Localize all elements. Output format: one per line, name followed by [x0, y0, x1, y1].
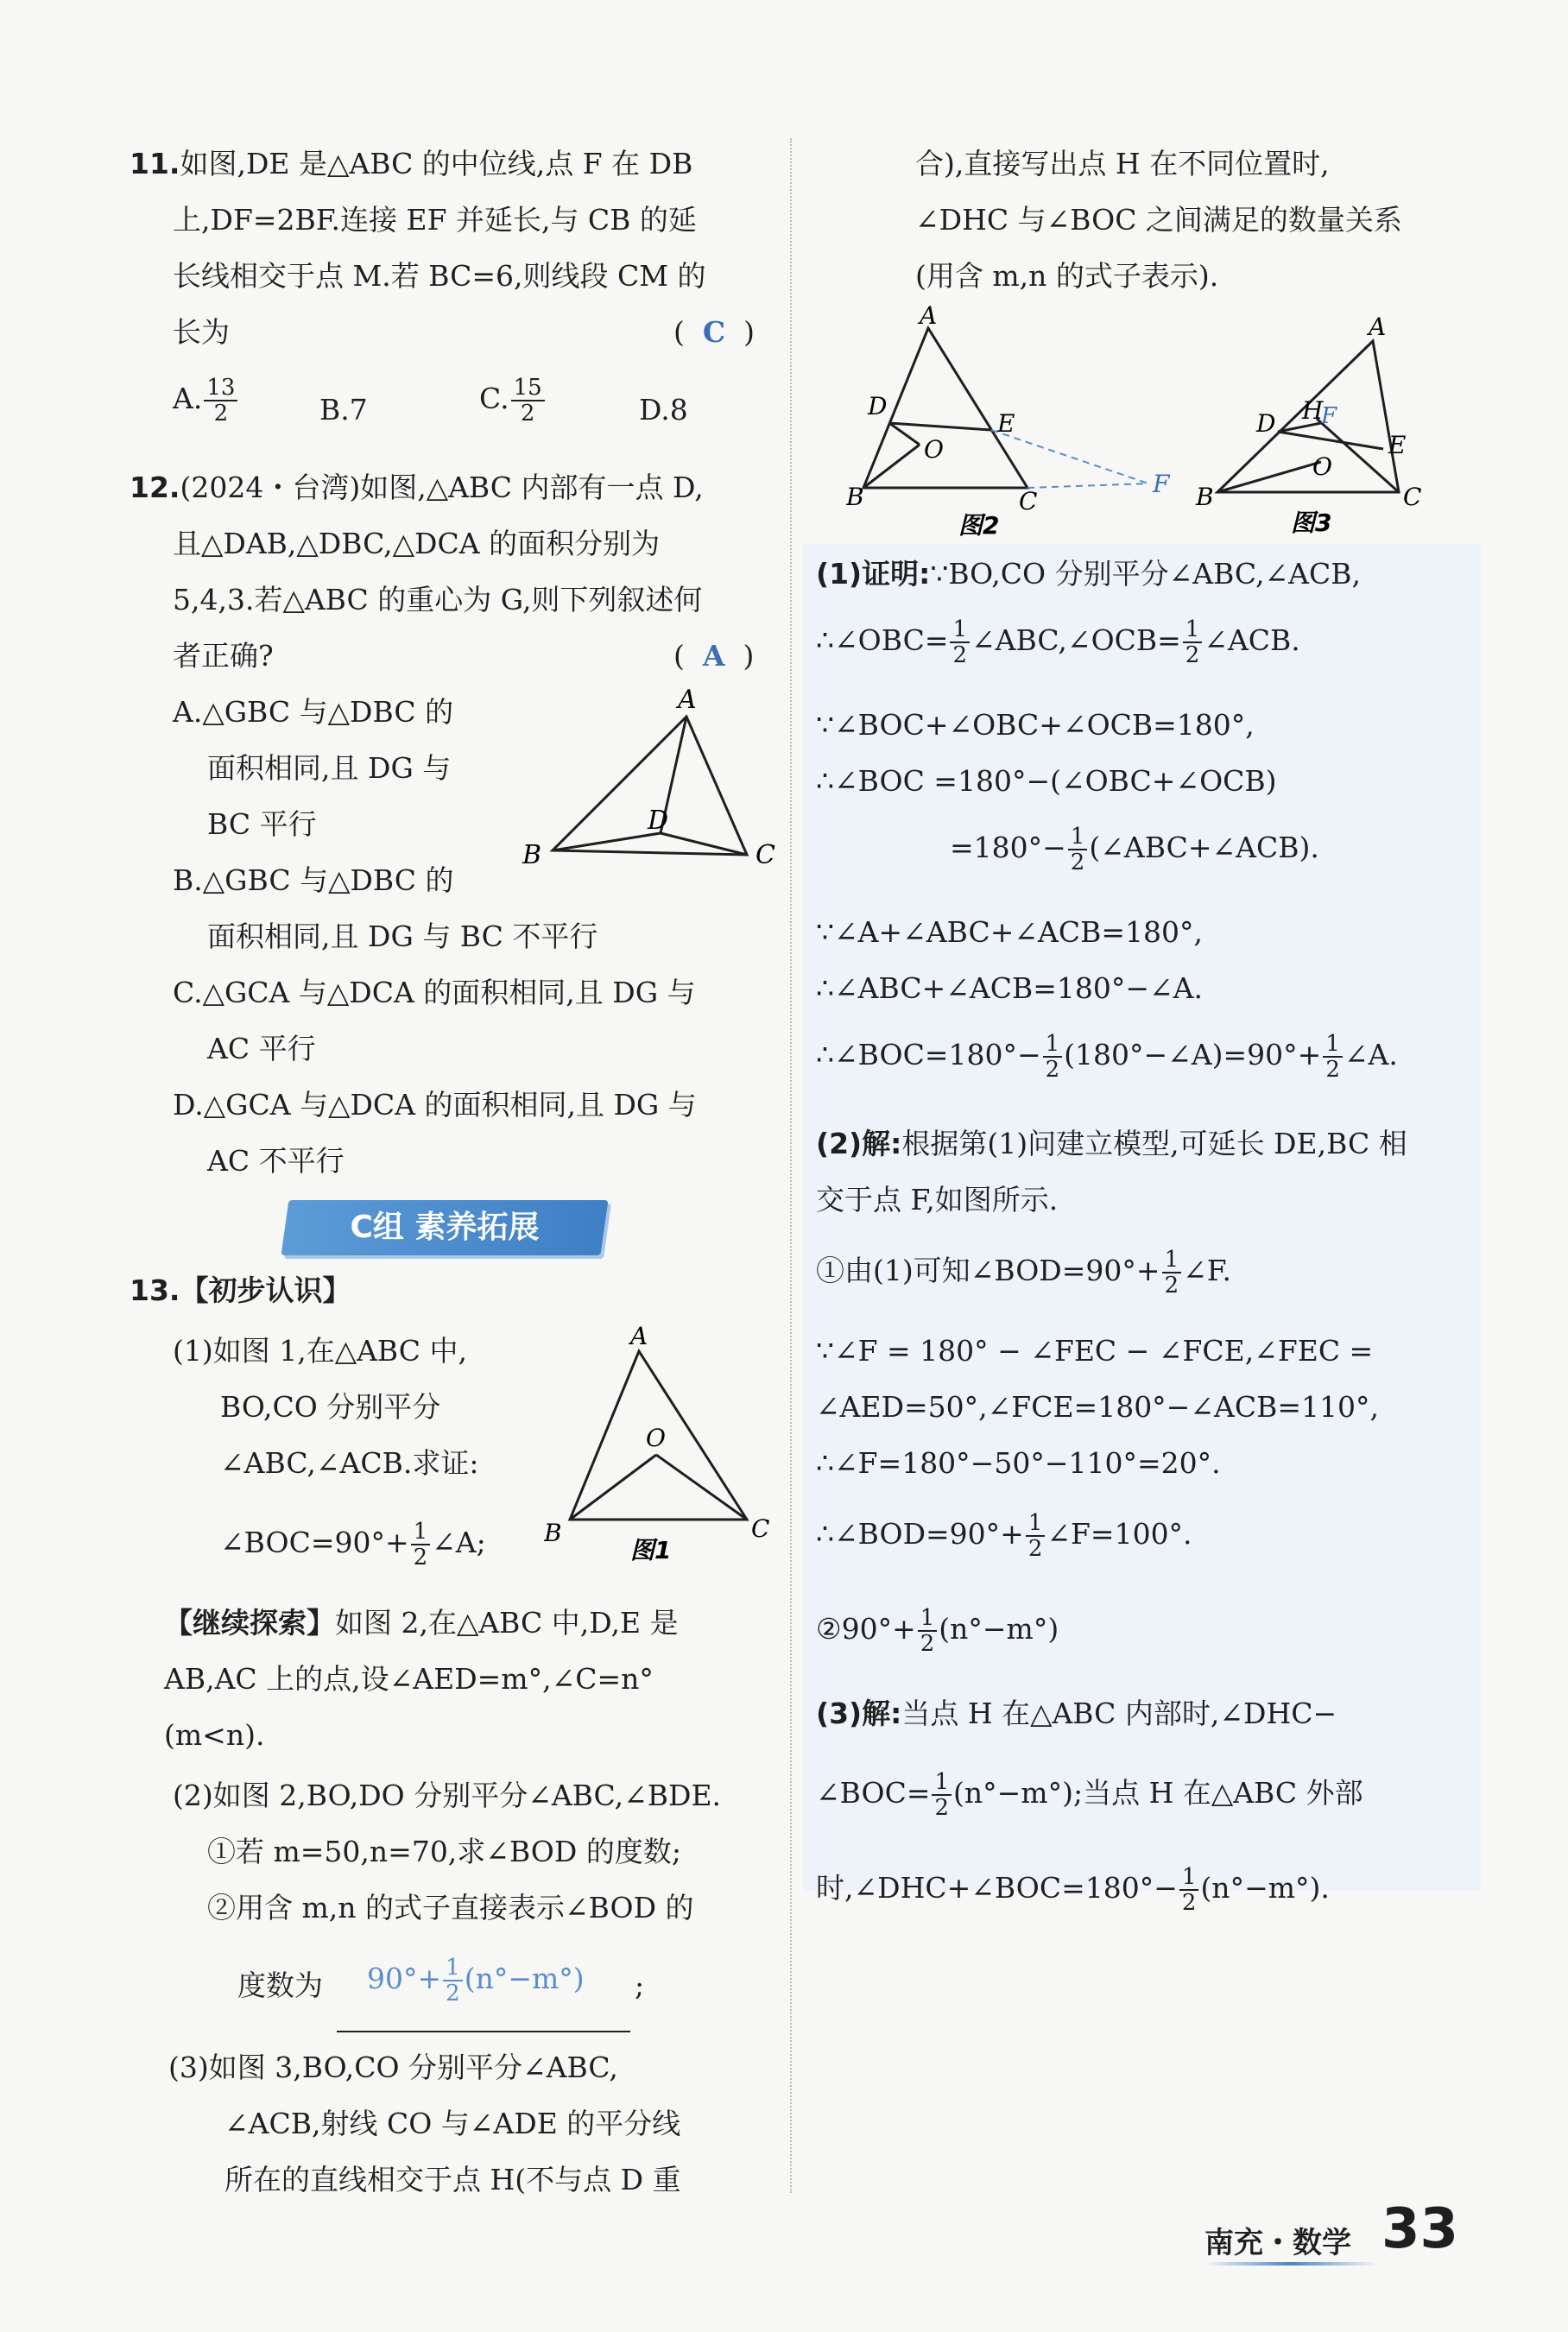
q11-option-c-fraction: [511, 376, 545, 426]
q13-p3-line3: 所在的直线相交于点 H(不与点 D 重: [224, 2163, 681, 2196]
q13-p2-answer-a: 90°+: [367, 1962, 442, 1995]
footer-label: 南充・数学: [1204, 2226, 1351, 2260]
q13-p1-line4-b: ∠A;: [432, 1526, 486, 1559]
sol2-l7-num: 1: [1026, 1511, 1046, 1537]
sol3-l2-frac: [932, 1770, 952, 1820]
sol3-l3-frac: [1179, 1865, 1199, 1915]
q13-number: 13.: [130, 1273, 180, 1307]
sol3-line3: [816, 1865, 1330, 1915]
fig2-label-f: F: [1153, 470, 1170, 498]
sol2-l7-frac: [1026, 1511, 1046, 1561]
sol2-line4: ∵∠F = 180° − ∠FEC − ∠FCE,∠FEC =: [816, 1334, 1374, 1368]
fig3-caption: 图3: [1291, 509, 1332, 537]
fig1-label-c: C: [751, 1514, 770, 1543]
fig3-seg-de: [1278, 432, 1383, 449]
q12-option-c-line1: C.△GCA 与△DCA 的面积相同,且 DG 与: [173, 976, 696, 1009]
q11-option-a-prefix: A.: [173, 382, 203, 415]
q13-explore-line2: AB,AC 上的点,设∠AED=m°,∠C=n°: [164, 1662, 654, 1696]
sol1-l5-den: 2: [1070, 850, 1085, 875]
q13-figure1: [544, 1325, 777, 1567]
q12-option-d-line2: AC 不平行: [207, 1144, 345, 1178]
q13-p1-line4-a: ∠BOC=90°+: [220, 1526, 409, 1559]
q11-option-a-num: 13: [204, 376, 237, 401]
q11-option-d: D.8: [639, 393, 688, 427]
q12-paren-close: ): [743, 639, 755, 673]
sol1-line5: [950, 825, 1319, 875]
q12-label-c: C: [756, 840, 775, 870]
page-number: 33: [1381, 2197, 1459, 2261]
sol1-l8-f1-num: 1: [1043, 1032, 1063, 1058]
sol1-l5b: (∠ABC+∠ACB).: [1089, 831, 1319, 864]
sol1-heading: (1)证明:: [816, 557, 931, 591]
q13-p3-right-line2: ∠DHC 与∠BOC 之间满足的数量关系: [915, 203, 1402, 237]
fig2-label-e: E: [997, 409, 1015, 438]
q13-p1-line3: ∠ABC,∠ACB.求证:: [220, 1446, 479, 1480]
sol1-l2-f2-num: 1: [1183, 617, 1203, 643]
q12-option-a-line2: 面积相同,且 DG 与: [207, 751, 452, 785]
sol2-l8-den: 2: [920, 1631, 935, 1657]
q13-p1-fraction: [411, 1520, 431, 1570]
q11-option-a-den: 2: [213, 401, 229, 427]
fig3-label-f: F: [1321, 403, 1337, 429]
fig2-label-b: B: [846, 483, 864, 511]
q13-figure3: [1192, 311, 1476, 544]
q13-p2-line3: ②用含 m,n 的式子直接表示∠BOD 的: [207, 1891, 694, 1924]
q12-line1: [130, 471, 704, 505]
q12-paren-open: (: [673, 639, 685, 673]
sol1-line4: ∴∠BOC =180°−(∠OBC+∠OCB): [816, 764, 1277, 798]
section-banner: C组 素养拓展: [350, 1210, 540, 1245]
q13-p2-line1: (2)如图 2,BO,DO 分别平分∠ABC,∠BDE.: [173, 1779, 722, 1812]
q13-p2-answer-fraction: [443, 1956, 463, 2006]
sol1-l8-f2-num: 1: [1323, 1032, 1343, 1058]
fig2-label-d: D: [868, 392, 888, 420]
fig2-ext-ef: [991, 430, 1148, 483]
sol3-line1: [816, 1697, 1337, 1731]
sol1-line1: [816, 557, 1361, 591]
q13-p1-frac-num: 1: [411, 1520, 431, 1545]
q12-option-a-line1: A.△GBC 与△DBC 的: [173, 695, 454, 729]
sol2-l8-num: 1: [918, 1606, 938, 1632]
sol3-l3a: 时,∠DHC+∠BOC=180°−: [816, 1871, 1178, 1905]
sol3-l2b: (n°−m°);当点 H 在△ABC 外部: [953, 1776, 1363, 1810]
q12-line4: 者正确?: [173, 639, 274, 673]
fig3-label-o: O: [1312, 452, 1332, 481]
fig1-label-a: A: [630, 1325, 648, 1350]
q11-line3: 长线相交于点 M.若 BC=6,则线段 CM 的: [173, 259, 706, 293]
q13-p3-right-line3: (用含 m,n 的式子表示).: [915, 259, 1219, 293]
fig2-label-o: O: [924, 435, 944, 464]
sol3-l3b: (n°−m°).: [1200, 1871, 1330, 1905]
sol3-l3-den: 2: [1181, 1890, 1197, 1916]
q13-figure2: [846, 302, 1209, 544]
sol1-l8c: ∠A.: [1344, 1038, 1398, 1071]
fig1-label-o: O: [646, 1424, 666, 1452]
sol1-line2: [816, 617, 1300, 667]
sol1-l8-f2-den: 2: [1325, 1057, 1340, 1083]
q11-option-b: B.7: [319, 393, 368, 427]
q11-answer-bracket: [673, 315, 755, 350]
q12-option-c-line2: AC 平行: [207, 1032, 316, 1065]
fig3-label-c: C: [1403, 483, 1422, 511]
sol2-l7a: ∴∠BOD=90°+: [816, 1517, 1024, 1551]
q13-p2-answer-b: (n°−m°): [464, 1962, 585, 1995]
sol1-l2c: ∠ACB.: [1204, 623, 1300, 657]
q11-option-a-fraction: [204, 376, 237, 426]
q11-line1: [130, 147, 692, 181]
q13-explore-heading: 【继续探索】: [164, 1606, 335, 1640]
q13-p3-line1: (3)如图 3,BO,CO 分别平分∠ABC,: [168, 2051, 618, 2084]
sol1-l2-f2-den: 2: [1185, 642, 1200, 668]
sol2-line6: ∴∠F=180°−50°−110°=20°.: [816, 1446, 1221, 1480]
q13-p1-frac-den: 2: [413, 1545, 428, 1570]
fig1-seg-co: [656, 1455, 747, 1520]
sol2-l8a: ②90°+: [816, 1612, 916, 1646]
q13-p1-line1: (1)如图 1,在△ABC 中,: [173, 1334, 468, 1368]
q11-paren-open: (: [673, 315, 685, 349]
sol1-l8-frac2: [1323, 1032, 1343, 1082]
sol3-l2-den: 2: [934, 1795, 950, 1821]
sol3-text1: 当点 H 在△ABC 内部时,∠DHC−: [901, 1697, 1337, 1730]
q11-paren-close: ): [743, 315, 755, 349]
sol1-text1: ∵BO,CO 分别平分∠ABC,∠ACB,: [930, 557, 1361, 591]
q13-p3-line2: ∠ACB,射线 CO 与∠ADE 的平分线: [224, 2107, 681, 2140]
q11-number: 11.: [130, 147, 180, 180]
column-divider: [790, 138, 792, 2193]
fig3-label-e: E: [1388, 431, 1407, 459]
q13-p2-answer: [367, 1956, 585, 2006]
solution-background: [803, 544, 1481, 1891]
sol3-l3-num: 1: [1179, 1865, 1199, 1891]
sol3-line2: [816, 1770, 1363, 1820]
sol2-l3b: ∠F.: [1183, 1254, 1232, 1287]
sol1-l8-f1-den: 2: [1045, 1057, 1060, 1083]
sol2-line1: [816, 1127, 1407, 1161]
sol3-l2-num: 1: [932, 1770, 952, 1796]
sol1-l8a: ∴∠BOC=180°−: [816, 1038, 1041, 1071]
sol2-line5: ∠AED=50°,∠FCE=180°−∠ACB=110°,: [816, 1390, 1379, 1424]
sol2-line7: [816, 1511, 1192, 1561]
q12-line2: 且△DAB,△DBC,△DCA 的面积分别为: [173, 527, 661, 560]
q12-label-a: A: [678, 685, 697, 715]
sol3-l2a: ∠BOC=: [816, 1776, 931, 1810]
sol1-l8-frac1: [1043, 1032, 1063, 1082]
sol2-line3: [816, 1248, 1231, 1298]
sol2-l8-frac: [918, 1606, 938, 1656]
q13-answer-blank: [337, 2031, 630, 2032]
sol2-l3-num: 1: [1162, 1248, 1182, 1273]
q12-answer-bracket: [673, 639, 754, 673]
sol2-l3-frac: [1162, 1248, 1182, 1298]
q12-label-d: D: [648, 806, 669, 836]
q12-line3: 5,4,3.若△ABC 的重心为 G,则下列叙述何: [173, 583, 703, 616]
q12-text1: (2024・台湾)如图,△ABC 内部有一点 D,: [180, 471, 704, 504]
sol1-line3: ∵∠BOC+∠OBC+∠OCB=180°,: [816, 708, 1255, 742]
q12-figure: [509, 682, 786, 881]
q11-option-c-prefix: C.: [479, 382, 509, 415]
q11-line2: 上,DF=2BF.连接 EF 并延长,与 CB 的延: [173, 203, 697, 237]
fig2-seg-do: [889, 423, 920, 445]
sol1-l5-frac: [1068, 825, 1088, 875]
fig2-caption: 图2: [958, 511, 1000, 540]
q13-p2-line4: 度数为: [237, 1969, 323, 2002]
q12-option-b-line1: B.△GBC 与△DBC 的: [173, 863, 454, 897]
q12-answer: A: [702, 639, 725, 673]
q11-line4: 长为: [173, 315, 230, 349]
sol2-l7-den: 2: [1027, 1536, 1043, 1562]
sol1-line6: ∵∠A+∠ABC+∠ACB=180°,: [816, 915, 1203, 949]
fig2-ext-cf: [1027, 483, 1148, 488]
q13-p3-right-line1: 合),直接写出点 H 在不同位置时,: [915, 147, 1330, 180]
q13-p1-line2: BO,CO 分别平分: [220, 1390, 441, 1424]
q11-option-c: [479, 376, 547, 426]
fig3-label-b: B: [1196, 483, 1214, 511]
q13-explore-line3: (m<n).: [164, 1718, 265, 1752]
sol1-l2-frac2: [1183, 617, 1203, 667]
fig3-label-h: H: [1302, 396, 1324, 425]
footer-accent-line: [1204, 2262, 1377, 2266]
fig1-caption: 图1: [630, 1536, 672, 1564]
sol1-l2b: ∠ABC,∠OCB=: [971, 623, 1181, 657]
fig2-seg-de: [889, 423, 991, 430]
fig2-label-a: A: [920, 302, 938, 330]
sol3-heading: (3)解:: [816, 1697, 902, 1730]
q12-option-b-line2: 面积相同,且 DG 与 BC 不平行: [207, 920, 598, 953]
sol1-l5-num: 1: [1068, 825, 1088, 850]
sol2-l3a: ①由(1)可知∠BOD=90°+: [816, 1254, 1160, 1287]
fig3-label-a: A: [1369, 313, 1387, 341]
sol2-line2: 交于点 F,如图所示.: [816, 1183, 1059, 1217]
sol2-heading: (2)解:: [816, 1127, 902, 1160]
q12-option-a-line3: BC 平行: [207, 807, 317, 841]
sol2-l3-den: 2: [1164, 1273, 1179, 1299]
q12-label-b: B: [522, 840, 542, 870]
sol1-line8: [816, 1032, 1398, 1082]
q13-heading: 【初步认识】: [180, 1273, 351, 1307]
q13-explore-text1: 如图 2,在△ABC 中,D,E 是: [335, 1606, 679, 1640]
sol2-line8: [816, 1606, 1059, 1656]
q11-answer: C: [702, 315, 726, 349]
q11-option-c-num: 15: [511, 376, 545, 401]
q13-p2-frac-den: 2: [446, 1981, 460, 2007]
sol2-l7b: ∠F=100°.: [1046, 1517, 1192, 1551]
fig2-label-c: C: [1019, 487, 1038, 515]
q13-heading-line: [130, 1273, 351, 1308]
sol1-line7: ∴∠ABC+∠ACB=180°−∠A.: [816, 971, 1203, 1005]
q13-p2-frac-num: 1: [443, 1956, 463, 1981]
sol2-l8b: (n°−m°): [939, 1612, 1059, 1646]
q13-explore-line1: [164, 1606, 679, 1640]
q11-option-c-den: 2: [520, 401, 535, 427]
sol1-l2-f1-num: 1: [950, 617, 970, 643]
fig2-triangle: [863, 328, 1027, 488]
q11-text1: 如图,DE 是△ABC 的中位线,点 F 在 DB: [180, 147, 693, 180]
q11-option-a: [173, 376, 239, 426]
sol2-text1: 根据第(1)问建立模型,可延长 DE,BC 相: [901, 1127, 1407, 1160]
sol1-l2-f1-den: 2: [952, 642, 968, 668]
q13-p2-line2: ①若 m=50,n=70,求∠BOD 的度数;: [207, 1835, 681, 1868]
sol1-l2a: ∴∠OBC=: [816, 623, 949, 657]
sol1-l5a: =180°−: [950, 831, 1066, 864]
sol1-l2-frac1: [950, 617, 970, 667]
q13-p2-semicolon: ;: [635, 1969, 645, 2002]
fig1-label-b: B: [544, 1519, 562, 1547]
fig3-label-d: D: [1256, 409, 1276, 438]
sol1-l8b: (180°−∠A)=90°+: [1064, 1038, 1322, 1071]
q12-number: 12.: [130, 471, 180, 504]
q12-option-d-line1: D.△GCA 与△DCA 的面积相同,且 DG 与: [173, 1088, 697, 1122]
q13-p1-line4: [220, 1520, 486, 1570]
q12-seg-cd: [661, 833, 747, 855]
